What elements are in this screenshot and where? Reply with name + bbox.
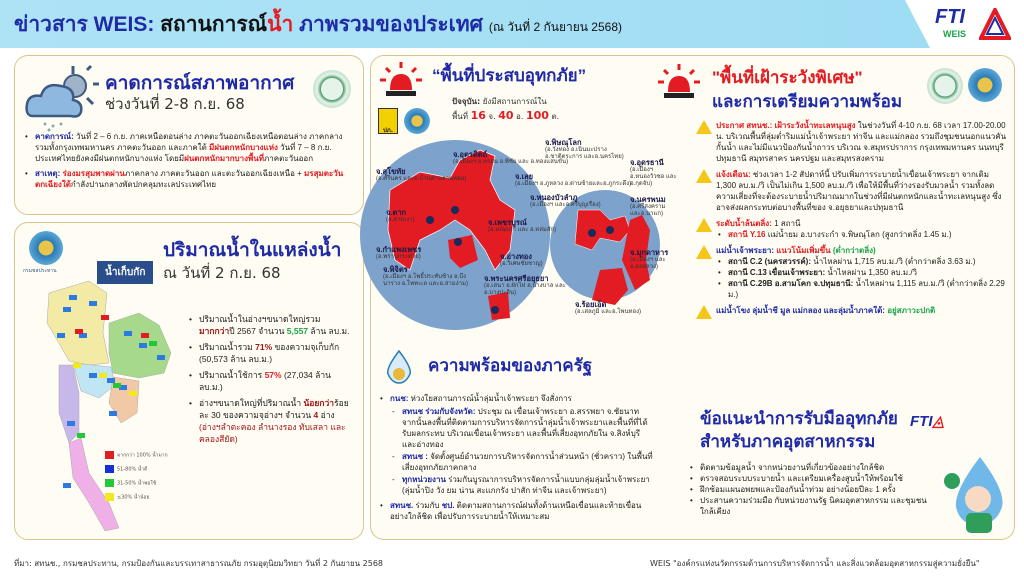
watch-w1-text: ในช่วงวันที่ 4-10 ก.ย. 68 เวลา 17.00-20.00 น. บริเวณพื้นที่ลุ่มต่ำริมแม่น้ำเจ้าพระยา ท่าจีน และแม่กลอง รวมถึงชุมชนนอกแนวคันกั้นน้ำ และไม่มีแนวป้องกันน้ำถาวร บริเวณ จ.สมุทรปราการ กรุงเทพมหานคร นนทบุรี ปทุมธานี สมุทรสาคร นครปฐม และสมุทรสงคราม bbox=[716, 121, 1007, 163]
other-basins-status bbox=[696, 305, 1008, 316]
ddpm-text: ปภ. bbox=[382, 127, 394, 134]
advice-subtitle: สำหรับภาคอุตสาหกรรม bbox=[700, 432, 876, 451]
gov-s1-text: ประชุม ณ เขื่อนเจ้าพระยา อ.สรรพยา จ.ชัยนาท จากนั้นลงพื้นที่ติดตามการบริหารจัดการน้ำลุ่มน้ำเจ้าพระยาและพื้นที่ที่ได้รับผลกระทบ บริเวณเขื่อนเจ้าพระยา และพื้นที่เสี่ยงอุทกภัยใน จ.สิงห์บุรี และอ่างทอง bbox=[402, 407, 648, 449]
flood-areas-13-detail: (อ.ศรีสงคราม และอ.นาแก) bbox=[630, 204, 666, 217]
flood-area-label: พื้นที่ bbox=[452, 112, 471, 121]
gov-s1-label: สทนช ร่วมกับจังหวัด: bbox=[402, 407, 476, 416]
flood-areas-11-name: จ.ร้อยเอ็ด bbox=[575, 300, 607, 309]
cloud-sun-rain-icon bbox=[23, 64, 101, 134]
reservoir-b4-a: อ่างฯขนาดใหญ่ที่ปริมาณน้ำ bbox=[199, 398, 304, 408]
watch-stations-0-name: สถานี C.2 (นครสวรรค์): bbox=[728, 257, 812, 266]
flood-areas-5-detail: (อ.สามเงา) bbox=[386, 217, 415, 223]
water-drop-mascot bbox=[940, 455, 1010, 535]
flood-areas-4-name: จ.หนองบัวลำภู bbox=[530, 193, 578, 202]
rid-seal-logo-3 bbox=[968, 68, 1002, 102]
weather-period: ช่วงวันที่ 2-8 ก.ย. 68 bbox=[105, 95, 245, 113]
flood-areas-0-name: จ.อุตรดิตถ์ bbox=[453, 150, 488, 159]
area-label bbox=[630, 248, 682, 271]
advice-item: • ตรวจสอบระบบระบายน้ำ และเตรียมเครื่องสูบน้ำให้พร้อมใช้ bbox=[688, 473, 938, 484]
rid-seal-logo bbox=[29, 231, 63, 265]
flood-areas-3-name: จ.เลย bbox=[515, 172, 534, 181]
reservoir-item bbox=[187, 313, 352, 337]
weather-title: คาดการณ์สภาพอากาศ bbox=[105, 73, 295, 94]
watch-subtitle: และการเตรียมความพร้อม bbox=[712, 92, 903, 111]
watch-w4-status: (ต่ำกว่าตลิ่ง) bbox=[830, 246, 876, 255]
watch-stations-1-text: น้ำไหลผ่าน 1,350 ลบ.ม./วิ bbox=[825, 268, 918, 277]
title-date: (ณ วันที่ 2 กันยายน 2568) bbox=[488, 20, 622, 34]
flood-areas-10-name: จ.พระนครศรีอยุธยา bbox=[484, 274, 549, 283]
area-label bbox=[488, 218, 556, 234]
flood-areas-8-name: จ.อ่างทอง bbox=[500, 252, 532, 261]
reservoir-b1-num: 5,557 bbox=[286, 326, 309, 336]
forecast-text2: วันที่ 7 – 8 ก.ย. ประเทศไทยยังคงมีฝนตกหนักบางแห่ง โดยมี bbox=[35, 143, 332, 163]
watch-stations-2-name: สถานี C.29B อ.สามโคก จ.ปทุมธานี: bbox=[728, 279, 854, 288]
watch-stations-0-text: น้ำไหลผ่าน 1,715 ลบ.ม./วิ (ต่ำกว่าตลิ่ง 3.63 ม.) bbox=[811, 257, 976, 266]
reservoir-title: ปริมาณน้ำในแหล่งน้ำ bbox=[163, 240, 342, 261]
gov-s3-label: ทุกหน่วยงาน bbox=[402, 475, 446, 484]
forecast-text3: ภาคตะวันออก bbox=[264, 154, 314, 163]
warning-icon bbox=[696, 218, 712, 232]
overflow-level bbox=[696, 218, 1008, 240]
flood-title: “พื้นที่ประสบอุทกภัย” bbox=[432, 66, 587, 85]
fti-weis-logo bbox=[935, 4, 1015, 46]
advice-item: • ฝึกซ้อมแผนอพยพและป้องกันน้ำท่วม อย่างน้อยปีละ 1 ครั้ง bbox=[688, 484, 938, 495]
gov-s2-text: จัดตั้งศูนย์อำนวยการบริหารจัดการน้ำส่วนหน้า (ชั่วคราว) ในพื้นที่เสี่ยงอุทกภัยภาคกลาง bbox=[402, 452, 653, 472]
rid-agency-label: กรมชลประทาน bbox=[23, 268, 57, 274]
area-label bbox=[386, 208, 415, 224]
reservoir-b3-a: ปริมาณน้ำใช้การ bbox=[199, 370, 265, 380]
reservoir-item bbox=[187, 397, 352, 445]
now-text: ยังมีสถานการณ์ใน bbox=[480, 97, 547, 106]
gov-i2-text: ติดตามสถานการณ์ฝนทั้งด้านเหนือเขื่อนและท้ายเขื่อนอย่างใกล้ชิด เพื่อปรับการระบายน้ำให้เหมาะสม bbox=[390, 501, 642, 521]
legend-label: มากกว่า 100% น้ำมาก bbox=[117, 452, 168, 459]
flood-areas-6-detail: (อ.หล่มเก่า และ อ.หล่มสัก) bbox=[488, 227, 557, 233]
legend-label: 51-80% น้ำดี bbox=[117, 466, 148, 473]
reservoir-b4-c: อ่าง bbox=[318, 410, 335, 420]
flood-areas-7-name: จ.กำแพงเพชร bbox=[376, 245, 422, 254]
watch-stations-1-name: สถานี C.13 เขื่อนเจ้าพระยา: bbox=[728, 268, 826, 277]
flood-areas-0-detail: (อ.เมืองฯ อ.ตรอน อ.พิชัย และ อ.ทองแสนขัน) bbox=[453, 159, 569, 165]
flood-areas-6-name: จ.เพชรบูรณ์ bbox=[488, 218, 527, 227]
area-label bbox=[545, 138, 635, 161]
footer-slogan: WEIS "องค์กรแห่งนวัตกรรมด้านการบริหารจัดการน้ำ และสิ่งแวดล้อมอุตสาหกรรมสู่ความยั่งยืน" bbox=[650, 559, 980, 568]
flood-areas-3-detail: (อ.เมืองฯ อ.ภูหลวง อ.ด่านซ้ายและอ.ภูกระดึง) bbox=[515, 181, 632, 187]
reservoir-date: ณ วันที่ 2 ก.ย. 68 bbox=[163, 264, 281, 282]
flood-areas-2-detail: (อ.ศรีนคร และอ.บ้านด่านลานหอย) bbox=[376, 176, 467, 182]
watch-w3-s-label: สถานี Y.16 bbox=[728, 230, 766, 239]
watch-w3-label: ระดับน้ำล้นตลิ่ง: bbox=[716, 219, 772, 228]
dam-release-alert bbox=[696, 169, 1008, 213]
reservoir-bullets bbox=[187, 313, 352, 449]
title-prefix: ข่าวสาร WEIS: bbox=[14, 13, 155, 36]
area-label bbox=[376, 245, 421, 261]
gov-subitem bbox=[390, 474, 653, 496]
flood-areas-7-detail: (อ.พรานกระต่าย) bbox=[376, 254, 421, 260]
logo-triangle-icon bbox=[979, 8, 1011, 42]
thailand-reservoir-map bbox=[29, 273, 179, 538]
warning-icon bbox=[696, 120, 712, 134]
subdistrict-count: 100 bbox=[525, 109, 549, 122]
flood-areas-14-name: จ.มุกดาหาร bbox=[630, 248, 669, 257]
legend-item bbox=[105, 451, 168, 460]
title-a: สถานการณ์ bbox=[160, 13, 268, 36]
watch-w2-text: ช่วงเวลา 1-2 สัปดาห์นี้ ปรับเพิ่มการระบายน้ำเขื่อนเจ้าพระยา จากเดิม 1,300 ลบ.ม./วิ เป็นไม่เกิน 1,500 ลบ.ม./วิ เพื่อให้มีพื้นที่ว่างรองรับมวลน้ำ รวมทั้งลดความเสี่ยงที่จะต้องระบายน้ำปริมาณมากในช่วงที่มีฝนตกหนักและน้ำทะเลหนุนสูง ซึ่งอาจส่งผลกระทบต่อบางพื้นที่ของ จ.อยุธยาและปทุมธานี bbox=[716, 170, 1002, 212]
watch-w5-status: อยู่สภาวะปกติ bbox=[884, 306, 936, 315]
tmd-seal-logo bbox=[313, 70, 351, 108]
area-label bbox=[383, 265, 473, 288]
siren-icon-2 bbox=[656, 64, 702, 100]
gov-subitem bbox=[390, 451, 653, 473]
siren-icon bbox=[378, 62, 424, 98]
gov-title: ความพร้อมของภาครัฐ bbox=[428, 356, 593, 375]
district-count: 40 bbox=[498, 109, 514, 122]
flood-areas-9-detail: (อ.เมืองฯ อ.โพธิ์ประทับช้าง อ.บึงนาราง อ.โพทะเล และอ.สามง่าม) bbox=[383, 274, 468, 287]
flood-areas-5-name: จ.ตาก bbox=[386, 208, 407, 217]
onwr-seal-logo bbox=[927, 68, 963, 104]
logo-small-text: FTI bbox=[910, 413, 933, 430]
gov-i2-label: สทนช. bbox=[390, 501, 414, 510]
cause-text2: กำลังปานกลางพัดปกคลุมทะเลประเทศไทย bbox=[70, 180, 217, 189]
area-label bbox=[484, 274, 574, 297]
cause-text1: ภาคกลาง ภาคตะวันออก และตะวันออกเฉียงเหนือ + bbox=[124, 169, 304, 178]
gov-i2-mid: ร่วมกับ bbox=[413, 501, 442, 510]
chao-phraya-status bbox=[696, 245, 1008, 300]
watch-w3-s-text: แม่น้ำยม อ.บางระกำ จ.พิษณุโลก (สูงกว่าตลิ่ง 1.45 ม.) bbox=[765, 230, 952, 239]
flood-prov-u: จ. bbox=[485, 112, 499, 121]
flood-areas-4-detail: (อ.เมืองฯ และอ.ศรีบุญเรือง) bbox=[530, 202, 601, 208]
logo-text: FTI bbox=[935, 6, 965, 28]
cause-hl1: ร่องมรสุมพาดผ่าน bbox=[62, 169, 125, 178]
reservoir-b4-num: 4 bbox=[313, 410, 319, 420]
area-label bbox=[630, 195, 678, 218]
gov-i1-text: ห่วงใยสถานการณ์น้ำลุ่มน้ำเจ้าพระยา จึงสั่งการ bbox=[408, 394, 572, 403]
reservoir-b1-hl: มากกว่า bbox=[199, 326, 230, 336]
gov-s3-text: ร่วมกันบูรณาการบริหารจัดการน้ำแบบกลุ่มลุ่มน้ำเจ้าพระยา (ลุ่มน้ำปิง วัง ยม น่าน สะแกกรัง ปาสัก ท่าจีน และเจ้าพระยา) bbox=[402, 475, 650, 495]
weather-bullets bbox=[23, 131, 353, 194]
area-label bbox=[500, 252, 543, 268]
now-label: ปัจจุบัน: bbox=[452, 97, 481, 106]
gov-i1-label: กนช: bbox=[390, 394, 409, 403]
sea-level-warning bbox=[696, 120, 1008, 164]
gov-s2-label: สทนช : bbox=[402, 452, 428, 461]
reservoir-item bbox=[187, 369, 352, 393]
area-label bbox=[575, 300, 641, 316]
forecast-text1: วันที่ 2 – 6 ก.ย. ภาคเหนือตอนล่าง ภาคตะวันออกเฉียงเหนือตอนล่าง ภาคกลาง รวมทั้งกรุงเทพมหานคร ภาคตะวันออก และภาคใต้ bbox=[35, 132, 343, 152]
flood-areas-1-name: จ.พิษณุโลก bbox=[545, 138, 582, 147]
advice-list bbox=[688, 462, 938, 517]
reservoir-b4-hl: น้อยกว่า bbox=[303, 398, 335, 408]
legend-item bbox=[105, 479, 156, 488]
flood-areas-11-detail: (อ.เสลภูมิ และอ.โพนทอง) bbox=[575, 309, 642, 315]
flood-areas-8-detail: (อ.วิเศษชัยชาญ) bbox=[500, 261, 543, 267]
legend-item bbox=[105, 465, 147, 474]
flood-areas-12-name: จ.อุดรธานี bbox=[630, 158, 664, 167]
watch-w1-label: ประกาศ สทนช.: เฝ้าระวังน้ำทะเลหนุนสูง bbox=[716, 121, 856, 130]
advice-item: • ประสานความร่วมมือ กับหน่วยงานรัฐ นิคมอุตสาหกรรม และชุมชนใกล้เคียง bbox=[688, 495, 938, 517]
reservoir-b2-a: ปริมาณน้ำรวม bbox=[199, 342, 256, 352]
gov-subitem bbox=[390, 406, 653, 450]
station-item bbox=[716, 256, 1008, 267]
area-label bbox=[515, 172, 631, 188]
forecast-item bbox=[23, 131, 353, 164]
footer-source: ที่มา: สทนช., กรมชลประทาน, กรมป้องกันและบรรเทาสาธารณภัย กรมอุตุนิยมวิทยา วันที่ 2 กันยายน 2568 bbox=[14, 559, 384, 568]
stored-water-badge: น้ำเก็บกัก bbox=[97, 261, 153, 284]
reservoir-b1-a: ปริมาณน้ำในอ่างฯขนาดใหญ่รวม bbox=[199, 314, 321, 324]
reservoir-panel bbox=[14, 222, 364, 540]
watch-w4-label: แม่น้ำเจ้าพระยา: bbox=[716, 246, 775, 255]
gov-item bbox=[378, 500, 653, 522]
logo-sub: WEIS bbox=[943, 29, 967, 39]
gov-bullets bbox=[378, 393, 653, 526]
reservoir-b4-b: ร้อยละ 30 ของความจุอ่างฯ จำนวน bbox=[199, 398, 349, 420]
forecast-hl1: มีฝนตกหนักบางแห่ง bbox=[209, 143, 278, 152]
watch-w4-trend: แนวโน้มเพิ่มขึ้น bbox=[774, 246, 831, 255]
page-title bbox=[14, 8, 622, 41]
reservoir-b1-c: ล้าน ลบ.ม. bbox=[308, 326, 350, 336]
reservoir-b2-b: ของความจุเก็บกัก (50,573 ล้าน ลบ.ม.) bbox=[199, 342, 340, 364]
legend-label: ≤30% น้ำน้อย bbox=[117, 494, 150, 501]
cause-hl2: มรสุมตะวันตกเฉียงใต้ bbox=[35, 169, 344, 189]
flood-areas-14-detail: (อ.เมืองฯ และ อ.ดงหลวง) bbox=[630, 257, 666, 270]
area-label bbox=[376, 167, 466, 183]
reservoir-b1-b: ปี 2567 จำนวน bbox=[229, 326, 287, 336]
flood-dist-u: อ. bbox=[513, 112, 526, 121]
forecast-label: คาดการณ์: bbox=[35, 132, 74, 141]
flood-areas-10-detail: (อ.เสนา อ.ผักไห่ อ.บางบาล และ อ.บางปะอิน) bbox=[484, 283, 566, 296]
watch-w3-text: 1 สถานี bbox=[771, 219, 801, 228]
flood-areas-2-name: จ.สุโขทัย bbox=[376, 167, 406, 176]
reservoir-b3-b: (27,034 ล้าน ลบ.ม.) bbox=[199, 370, 331, 392]
watch-title: "พื้นที่เฝ้าระวังพิเศษ" bbox=[712, 68, 863, 87]
watch-w5-label: แม่น้ำโขง ลุ่มน้ำชี มูล แม่กลอง และลุ่มน้ำภาคใต้: bbox=[716, 306, 885, 315]
reservoir-b3-pct: 57% bbox=[264, 370, 282, 380]
watch-items bbox=[696, 120, 1008, 321]
flood-sub-u: ต. bbox=[548, 112, 560, 121]
flood-areas-13-name: จ.นครพนม bbox=[630, 195, 666, 204]
forecast-hl2: ฝนตกหนักมากบางพื้นที่ bbox=[184, 154, 265, 163]
warning-icon bbox=[696, 305, 712, 319]
onwr-water-drop-logo bbox=[384, 350, 414, 384]
warning-icon bbox=[696, 169, 712, 183]
title-c: ภาพรวมของประเทศ bbox=[299, 13, 483, 36]
reservoir-b4-list: (อ่างฯลำตะคอง ลำนางรอง ทับเสลา และคลองสียัด) bbox=[199, 422, 346, 444]
advice-item: • ติดตามข้อมูลน้ำ จากหน่วยงานที่เกี่ยวข้องอย่างใกล้ชิด bbox=[688, 462, 938, 473]
cause-label: สาเหตุ: bbox=[35, 169, 61, 178]
area-label bbox=[630, 158, 678, 188]
cause-item bbox=[23, 168, 353, 190]
station-item bbox=[716, 267, 1008, 278]
station-item bbox=[716, 229, 1008, 240]
gov-item bbox=[378, 393, 653, 496]
title-b: น้ำ bbox=[267, 13, 294, 36]
area-label bbox=[530, 193, 601, 209]
warning-icon bbox=[696, 245, 712, 259]
flood-areas-9-name: จ.พิจิตร bbox=[383, 265, 408, 274]
fti-weis-logo-small: FTI◬ bbox=[910, 413, 945, 430]
gov-i2-label2: ชป. bbox=[441, 501, 455, 510]
reservoir-b2-pct: 71% bbox=[255, 342, 273, 352]
station-item bbox=[716, 278, 1008, 300]
legend-item bbox=[105, 493, 149, 502]
watch-w2-label: แจ้งเตือน: bbox=[716, 170, 751, 179]
advice-title: ข้อแนะนำการรับมืออุทกภัย bbox=[700, 409, 898, 428]
flood-areas-1-detail: (อ.วังทอง อ.เนินมะปราง อ.ชาติตระการ และอ.นครไทย) bbox=[545, 147, 624, 160]
reservoir-item bbox=[187, 341, 352, 365]
legend-label: 31-50% น้ำพอใช้ bbox=[117, 480, 157, 487]
province-count: 16 bbox=[470, 109, 486, 122]
flood-areas-12-detail: (อ.เมืองฯ อ.หนองวัวซอ และ อ.กุดจับ) bbox=[630, 167, 677, 187]
watch-stations-2-text: น้ำไหลผ่าน 1,115 ลบ.ม./วิ (ต่ำกว่าตลิ่ง 2.29 ม.) bbox=[728, 279, 1005, 299]
weather-panel bbox=[14, 55, 364, 215]
